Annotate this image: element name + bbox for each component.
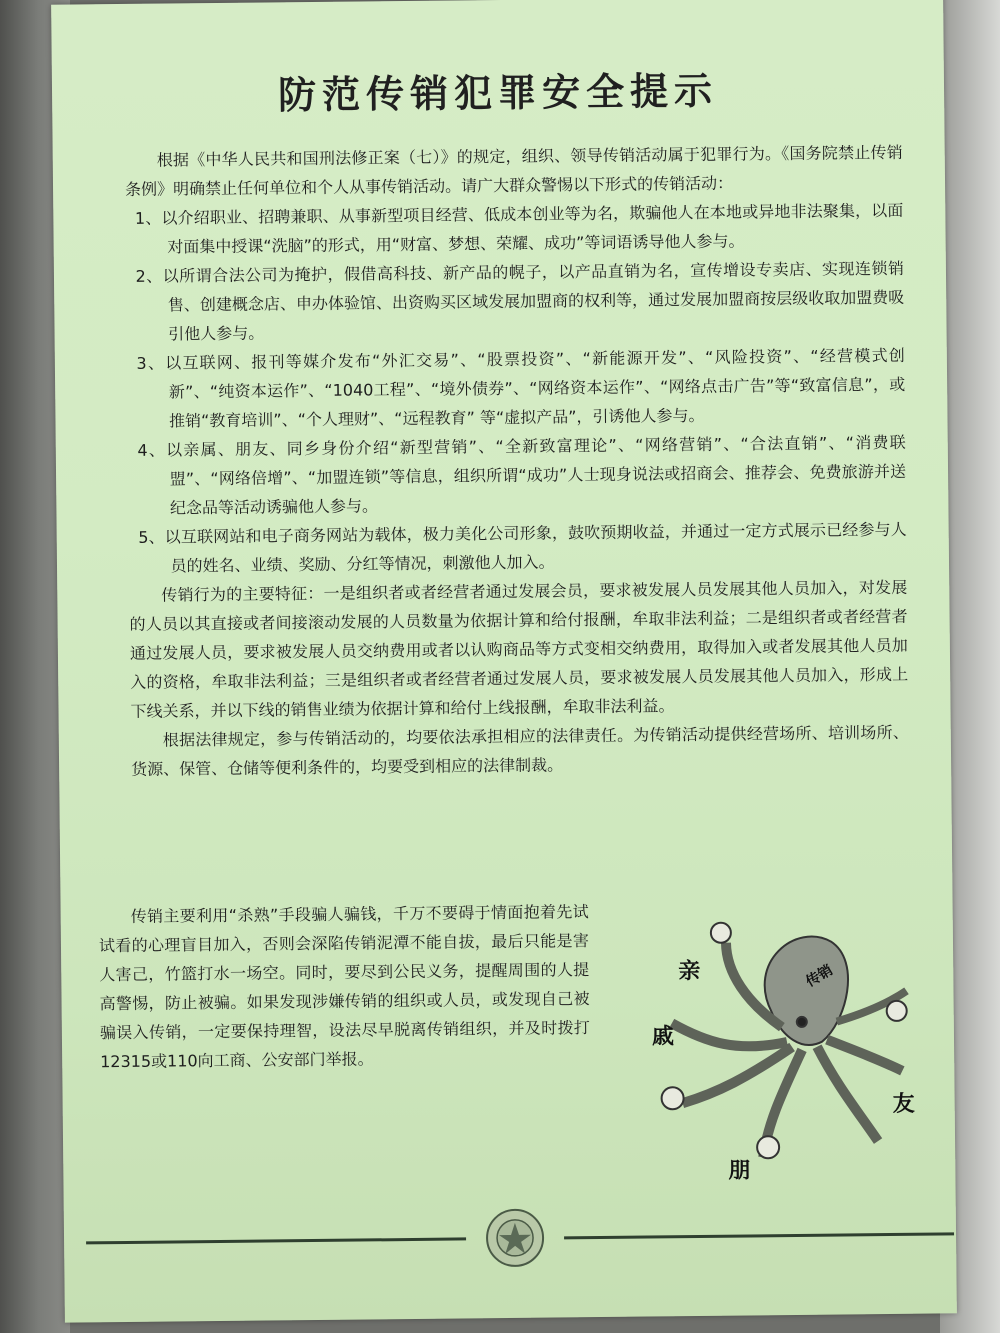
octopus-label: 传销 bbox=[803, 962, 836, 991]
footer-rule-right bbox=[564, 1232, 954, 1239]
footer-rule-left bbox=[86, 1237, 466, 1244]
list-item: 3、以互联网、报刊等媒介发布“外汇交易”、“股票投资”、“新能源开发”、“风险投资”、“经营模式创新”、“纯资本运作”、“1040工程”、“境外债券”、“网络资本运作”、“网络点击广告”等“致富信息”，或推销“教育培训”、“个人理财”、“远程教育” 等“虚拟产品”，引诱他人参与。 bbox=[136, 345, 906, 431]
features-paragraph: 传销行为的主要特征：一是组织者或者经营者通过发展会员，要求被发展人员发展其他人员加入，对发展的人员以其直接或者间接滚动发展的人员数量为依据计算和给付报酬，牟取非法利益；二是组织者或者经营者通过发展人员，要求被发展人员交纳费用或者以认购商品等方式变相交纳费用，取得加入或者发展其他人员加入的资格，牟取非法利益；三是组织者或者经营者通过发展人员，要求被发展人员发展其他人员加入，形成上下线关系，并以下线的销售业绩为依据计算和给付上线报酬，牟取非法利益。 bbox=[129, 577, 909, 721]
legal-paragraph: 根据法律规定，参与传销活动的，均要依法承担相应的法律责任。为传销活动提供经营场所、培训场所、货源、保管、仓储等便利条件的，均要受到相应的法律制裁。 bbox=[131, 722, 909, 779]
cartoon-char-qin: 亲 bbox=[678, 958, 701, 985]
list-item: 4、以亲属、朋友、同乡身份介绍“新型营销”、“全新致富理论”、“网络营销”、“合法直销”、“消费联盟”、“网络倍增”、“加盟连锁”等信息，组织所谓“成功”人士现身说法或招商会、推荐会、免费旅游并送纪念品等活动诱骗他人参与。 bbox=[137, 432, 907, 518]
cartoon-char-qi: 戚 bbox=[651, 1024, 675, 1050]
cartoon-char-peng: 朋 bbox=[728, 1158, 751, 1184]
list-item: 1、以介绍职业、招聘兼职、从事新型项目经营、低成本创业等为名，欺骗他人在本地或异地非法聚集，以面对面集中授课“洗脑”的形式，用“财富、梦想、荣耀、成功”等词语诱导他人参与。 bbox=[134, 200, 904, 257]
notice-body bbox=[125, 138, 910, 784]
list-item: 2、以所谓合法公司为掩护，假借高科技、新产品的幌子，以产品直销为名，宣传增设专卖店、实现连锁销售、创建概念店、申办体验馆、出资购买区域发展加盟商的权利等，通过发展加盟商按层级收取加盟费吸引他人参与。 bbox=[135, 258, 905, 344]
list-item: 5、以互联网站和电子商务网站为载体，极力美化公司形象，鼓吹预期收益，并通过一定方式展示已经参与人员的姓名、业绩、奖励、分红等情况，刺激他人加入。 bbox=[138, 519, 907, 576]
emblem-icon bbox=[482, 1205, 549, 1272]
octopus-illustration bbox=[596, 901, 919, 1204]
page-title: 防范传销犯罪安全提示 bbox=[277, 68, 719, 118]
cartoon-char-you: 友 bbox=[892, 1091, 915, 1117]
intro-paragraph: 根据《中华人民共和国刑法修正案（七）》的规定，组织、领导传销活动属于犯罪行为。《国务院禁止传销条例》明确禁止任何单位和个人从事传销活动。请广大群众警惕以下形式的传销活动： bbox=[124, 142, 903, 199]
warning-paragraph: 传销主要利用“杀熟”手段骗人骗钱，千万不要碍于情面抱着先试试看的心理盲目加入，否则会深陷传销泥潭不能自拔，最后只能是害人害己，竹篮打水一场空。同时，要尽到公民义务，提醒周围的人提高警惕，防止被骗。如果发现涉嫌传销的组织或人员，或发现自己被骗误入传销，一定要保持理智，设法尽早脱离传销组织，并及时拨打12315或110向工商、公安部门举报。 bbox=[98, 902, 590, 1072]
notice-paper bbox=[51, 0, 957, 1323]
